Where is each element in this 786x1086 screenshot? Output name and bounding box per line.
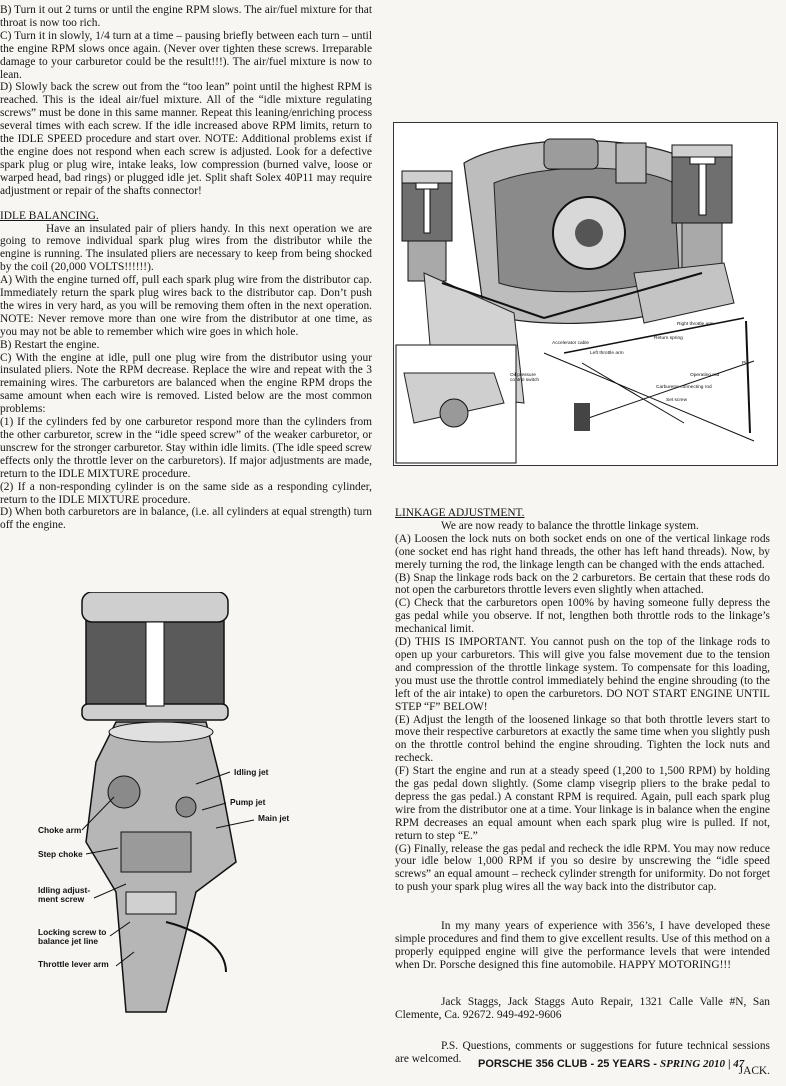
footer-club: PORSCHE 356 CLUB - 25 YEARS - bbox=[478, 1058, 657, 1070]
idle-balancing-heading: IDLE BALANCING. bbox=[0, 209, 99, 222]
balancing-step-a: A) With the engine turned off, pull each spark plug wire from the distributor cap. Immediately return the spark plug wires back to the distributor cap. Don’t push the wires in very hard, as you will be removing them often in the next operation. NOTE: Never remove more than one wire from the distributor at one time, as you may not be able to remember which wire goes in which hole. bbox=[0, 274, 372, 338]
label-idling-jet: Idling jet bbox=[234, 767, 269, 777]
label-return-spring: Return spring bbox=[654, 336, 683, 341]
page-footer bbox=[478, 1058, 744, 1070]
linkage-step-b: (B) Snap the linkage rods back on the 2 carburetors. Be certain that these rods do not open the carburetors throttle levers even slightly when attached. bbox=[395, 571, 770, 597]
label-pin: Pin bbox=[742, 361, 749, 366]
idle-balancing-intro: Have an insulated pair of pliers handy. In this next operation we are going to remove individual spark plug wires from the distributor while the engine is running. The insulated pliers are necessary to keep from being shocked by the coil (20,000 VOLTS!!!!!!). bbox=[0, 222, 372, 274]
closing-paragraph: In my many years of experience with 356’s, I have developed these simple procedures and find them to give excellent results. Use of this method on a properly equipped engine will give the performance levels that were intended when Dr. Porsche designed this fine automobile. HAPPY MOTORING!!! bbox=[395, 920, 770, 971]
linkage-step-e: (E) Adjust the length of the loosened linkage so that both throttle levers start to move their respective carburetors at exactly the same time when you slightly push on the throttle control behind the engine shrouding. Tighten the lock nuts and recheck. bbox=[395, 713, 770, 765]
label-left-throttle-arm: Left throttle arm bbox=[590, 351, 624, 356]
balancing-problem-2: (2) If a non-responding cylinder is on the same side as a responding cylinder, return to the IDLE MIXTURE procedure. bbox=[0, 480, 372, 506]
balancing-problem-1: (1) If the cylinders fed by one carburetor respond more than the cylinders from the other carburetor, screw in the “idle speed screw” of the weaker carburetor, or unscrew for the stronger carburetor. Stay within idle limits. (The idle speed screw effects only the throttle lever on the carburetors). If major adjustments are made, return to the IDLE MIXTURE procedure. bbox=[0, 416, 372, 480]
label-right-throttle-arm: Right throttle arm bbox=[677, 322, 714, 327]
label-step-choke: Step choke bbox=[38, 849, 83, 859]
balancing-step-c: C) With the engine at idle, pull one plug wire from the distributor using your insulated pliers. Note the RPM decrease. Replace the wire and repeat with the 3 remaining wires. The carburetors are balanced when the engine RPM drops the same amount when each wire is removed. Listed below are the most common problems: bbox=[0, 351, 372, 416]
linkage-step-c: (C) Check that the carburetors open 100% by having someone fully depress the gas pedal while you observe. If not, lengthen both throttle rods to the linkage’s mechanical limit. bbox=[395, 597, 770, 636]
balancing-step-d: D) When both carburetors are in balance, (i.e. all cylinders at equal strength) turn off the engine. bbox=[0, 506, 372, 532]
author-signature: Jack Staggs, Jack Staggs Auto Repair, 1321 Calle Valle #N, San Clemente, Ca. 92672. 949-492-9606 bbox=[395, 995, 770, 1021]
label-carburetor-connecting-rod: Carburetor connecting rod bbox=[656, 385, 712, 390]
label-accelerator-cable: Accelerator cable bbox=[552, 341, 590, 346]
balancing-step-b: B) Restart the engine. bbox=[0, 338, 100, 351]
label-throttle-lever-arm: Throttle lever arm bbox=[38, 959, 109, 969]
linkage-step-g: (G) Finally, release the gas pedal and recheck the idle RPM. You may now reduce your idle below 1,000 RPM if you so desire by unscrewing the “idle speed screws” an equal amount – recheck cylinder strength for uniformity. Do not forget to push your spark plug wires all the way back into the distributor cap. bbox=[395, 842, 770, 894]
label-set-screw: Set screw bbox=[666, 398, 688, 403]
label-pump-jet: Pump jet bbox=[230, 797, 266, 807]
left-column bbox=[0, 4, 372, 532]
linkage-step-f: (F) Start the engine and run at a steady speed (1,200 to 1,500 RPM) by holding the gas pedal down slightly. (Some clamp visegrip pliers to the brake pedal to depress the gas pedal.) A constant RPM is required. Again, pull each spark plug wire from the distributor one at a time. Your linkage is in balance when the engine RPM decreases an equal amount when each spark plug wire is pulled. If not, return to step “E.” bbox=[395, 765, 770, 842]
linkage-step-a: (A) Loosen the lock nuts on both socket ends on one of the vertical linkage rods (one socket end has right hand threads, the other has left hand threads). Now, by merely turning the rod, the linkage length can be changed with the ends attached. bbox=[395, 532, 770, 571]
label-operating-rod: Operating rod bbox=[690, 373, 720, 378]
right-column bbox=[395, 507, 770, 1078]
mixture-step-c: C) Turn it in slowly, 1/4 turn at a time – pausing briefly between each turn – until the engine RPM slows once again. (Never over tighten these screws. Irreparable damage to your carburetor could be the result!!!). The air/fuel mixture is now to lean. bbox=[0, 29, 372, 81]
engine-linkage-figure bbox=[393, 122, 778, 466]
label-idling-adjustment-screw: Idling adjust-ment screw bbox=[38, 885, 91, 904]
mixture-step-d: D) Slowly back the screw out from the “too lean” point until the highest RPM is reached. This is the ideal air/fuel mixture. All of the “idle mixture regulating screws” must be done in this same manner. Repeat this leaning/enriching process several times with each screw. If the idle increased above RPM limits, return to the IDLE SPEED procedure and start over. NOTE: Additional problems exist if the engine does not respond when each screw is adjusted. Look for a defective spark plug or plug wire, intake leaks, low compression (burned valve, loose or warped head, bad rings) or plugged idle jet. Split shaft Solex 40P11 may require adjustment or repair of the shafts connector! bbox=[0, 81, 372, 197]
linkage-adjustment-heading: LINKAGE ADJUSTMENT. bbox=[395, 507, 525, 519]
page-number: | 47 bbox=[728, 1058, 745, 1070]
label-locking-screw: Locking screw to balance jet line bbox=[38, 927, 107, 946]
label-main-jet: Main jet bbox=[258, 813, 290, 823]
linkage-intro: We are now ready to balance the throttle linkage system. bbox=[441, 519, 699, 532]
carburetor-figure bbox=[6, 592, 376, 1058]
engine-illustration bbox=[394, 123, 777, 465]
ps-note: P.S. Questions, comments or suggestions for future technical sessions are welcomed. bbox=[395, 1039, 770, 1065]
sign-off: JACK. bbox=[738, 1065, 770, 1078]
label-choke-arm: Choke arm bbox=[38, 825, 82, 835]
footer-issue: SPRING 2010 bbox=[659, 1058, 726, 1070]
linkage-step-d: (D) THIS IS IMPORTANT. You cannot push on the top of the linkage rods to open up your carburetors. This will give you false movement due to the tension and compression of the throttle linkage system. To compensate for this loading, you must use the throttle control immediately behind the engine shrouding (to the left of the air intake) to open the carburetors. DO NOT START ENGINE UNTIL STEP “F” BELOW! bbox=[395, 636, 770, 713]
label-oil-pressure-switch: Oil pressure control switch bbox=[510, 373, 540, 383]
mixture-step-b: B) Turn it out 2 turns or until the engine RPM slows. The air/fuel mixture for that throat is now too rich. bbox=[0, 4, 372, 29]
